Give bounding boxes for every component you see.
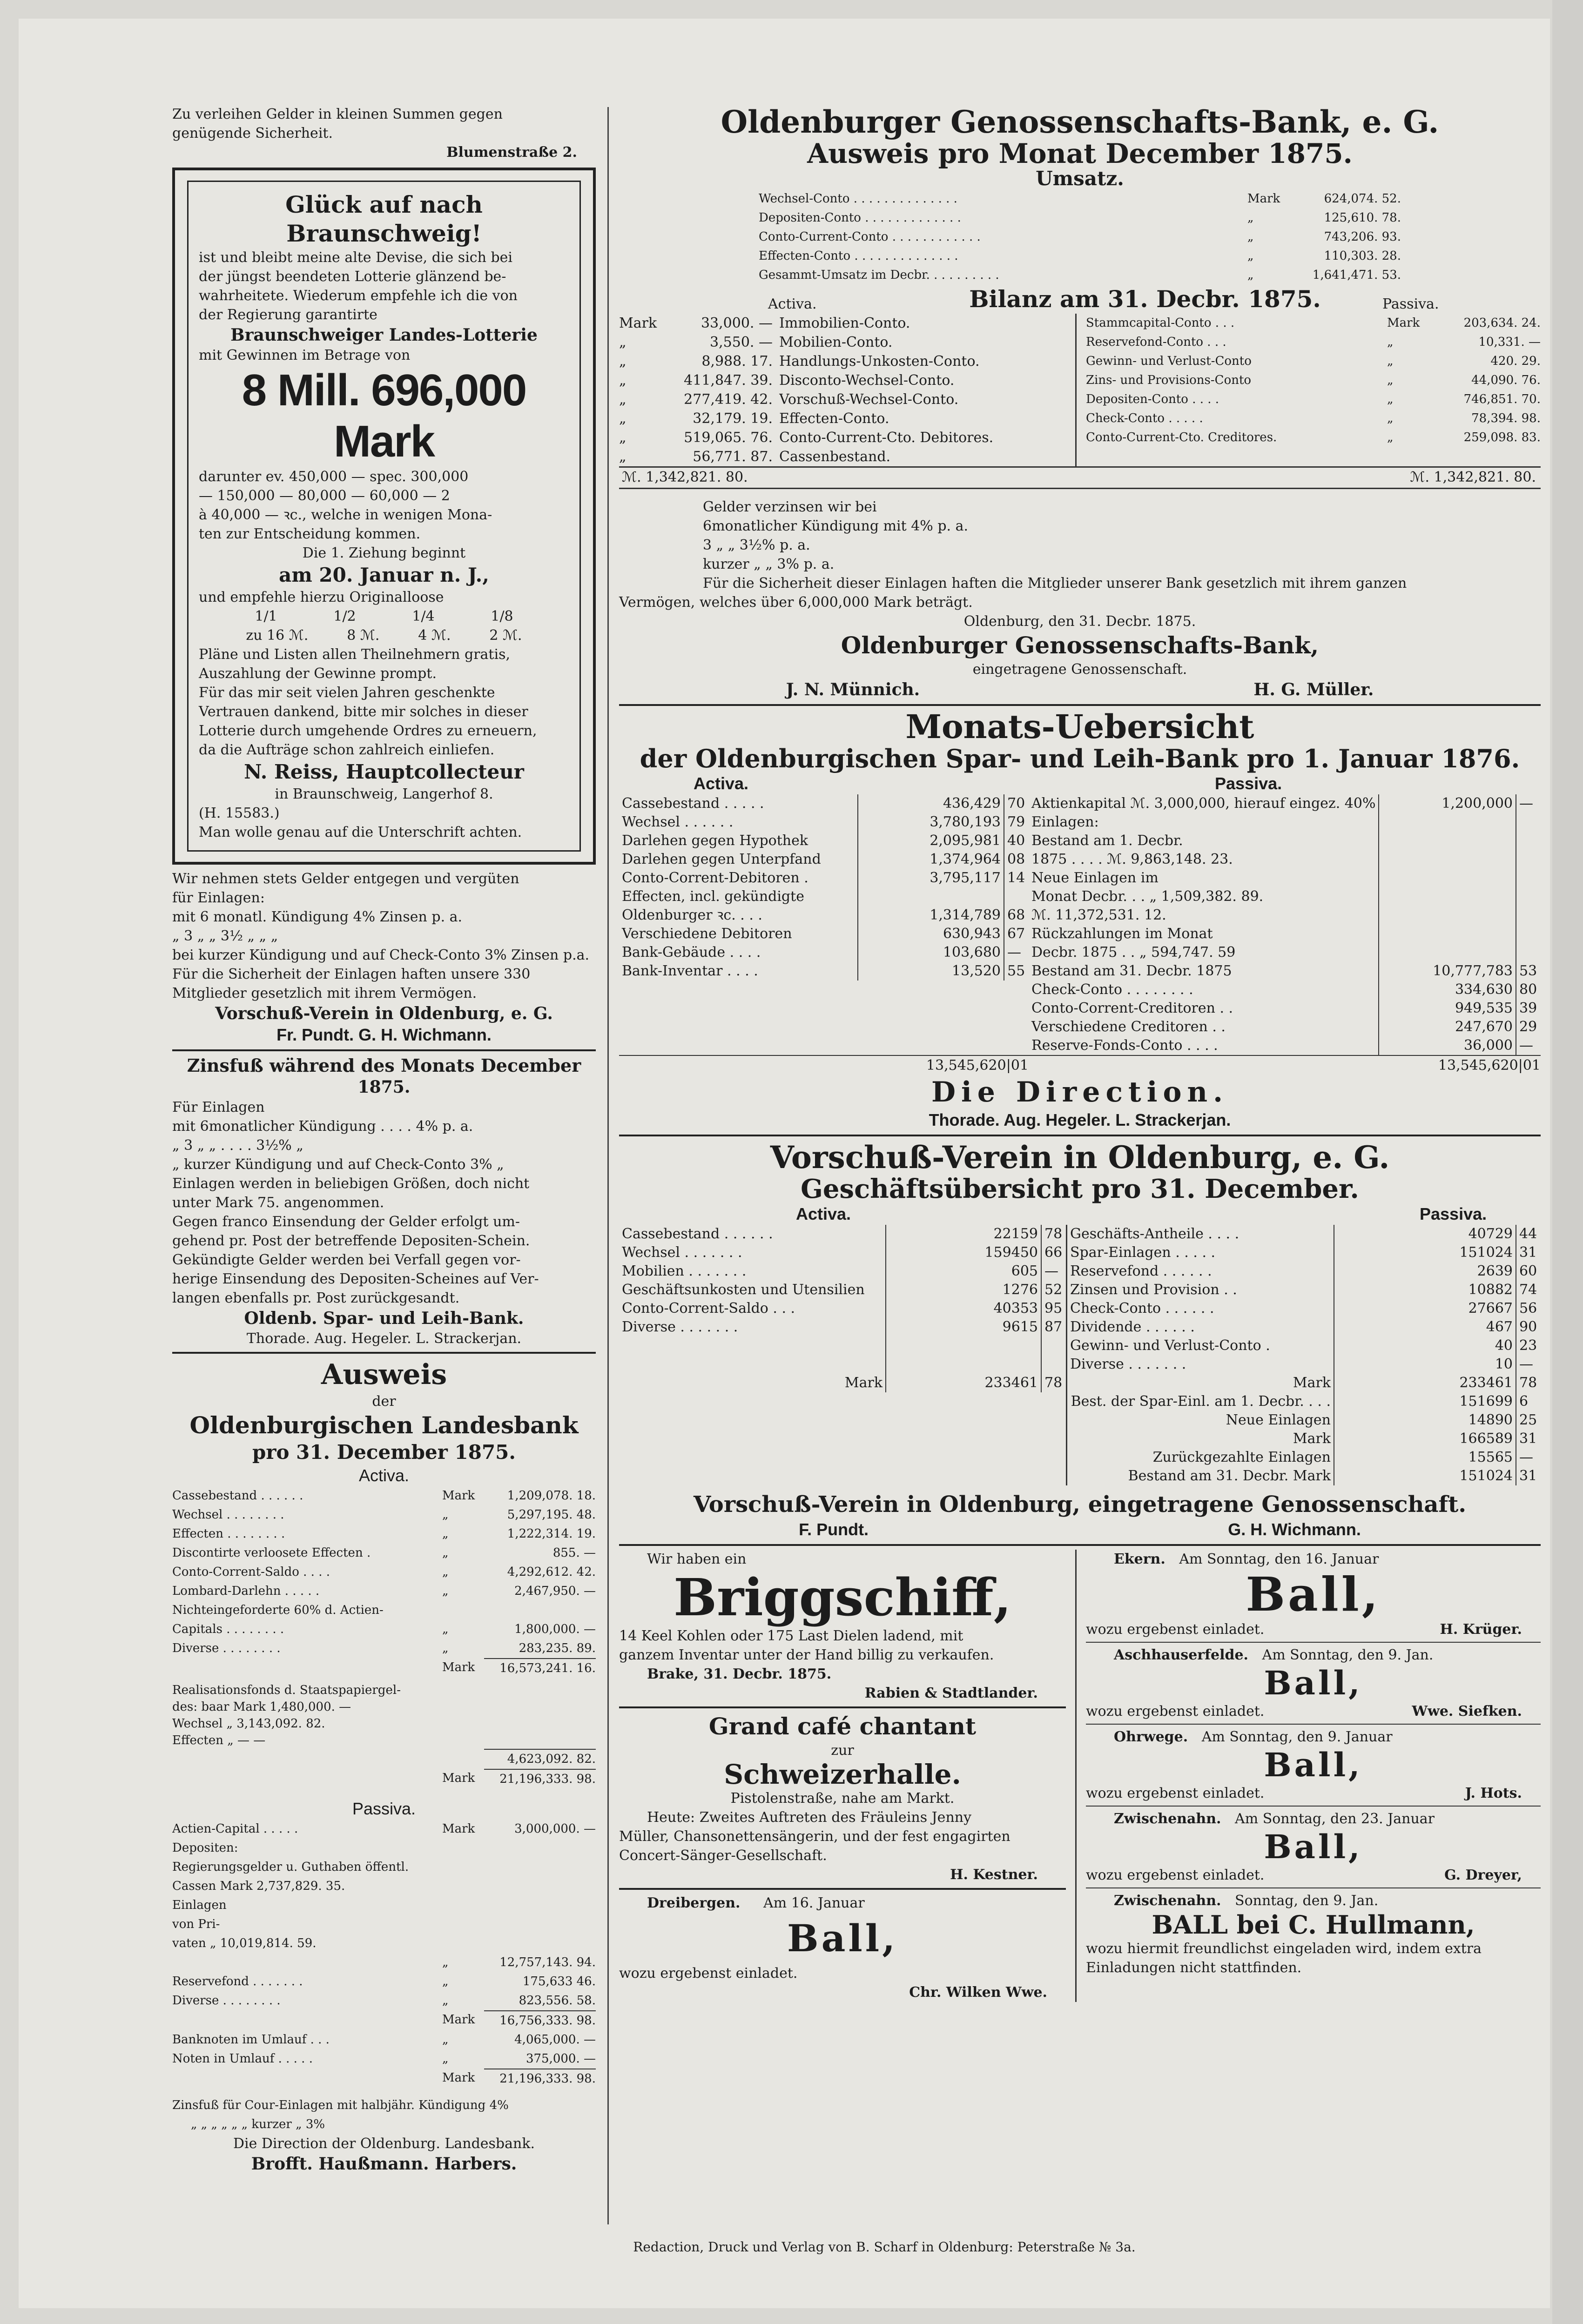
- table-row: „ 8,988. 17. Handlungs-Unkosten-Conto.: [619, 353, 980, 369]
- table-row: „ 56,771. 87. Cassenbestand.: [619, 449, 891, 465]
- table-row: Diverse . . . . . . . . „ 823,556. 58.: [172, 1994, 596, 2008]
- brigg-title: Briggschiff,: [674, 1567, 1011, 1627]
- table-row: Conto-Current-Conto . . . . . . . . . . . . „ 743,206. 93.: [759, 230, 1401, 244]
- table-row: Conto-Corrent-Saldo . . . 40353 95: [619, 1299, 1066, 1318]
- table-row: Mark 33,000. — Immobilien-Conto.: [619, 315, 910, 331]
- table-row: Geschäftsunkosten und Utensilien 1276 52: [619, 1281, 1066, 1299]
- table-row: „ 519,065. 76. Conto-Current-Cto. Debitores.: [619, 430, 994, 446]
- vv-title: Vorschuß-Verein in Oldenburg, e. G.: [770, 1139, 1390, 1175]
- table-row: Conto-Corrent-Saldo . . . . „ 4,292,612. 42.: [172, 1565, 596, 1579]
- ball-ad: Ohrwege. Am Sonntag, den 9. Januar Ball, wozu ergebenst einladet. J. Hots.: [1086, 1727, 1541, 1807]
- table-row: Effecten . . . . . . . . „ 1,222,314. 19.: [172, 1527, 596, 1541]
- table-row: Bestand am 31. Decbr. 1875 10,777,783 53: [1029, 962, 1541, 981]
- table-row: Darlehen gegen Hypothek 2,095,981 40: [619, 832, 1029, 850]
- table-row: ℳ. 11,372,531. 12.: [1029, 906, 1541, 925]
- table-row: Neue Einlagen 14890 25: [1067, 1411, 1541, 1430]
- loan-notice: Zu verleihen Gelder in kleinen Summen gegen genügende Sicherheit. Blumenstraße 2.: [172, 106, 577, 161]
- ball-title: Ball,: [1264, 1664, 1363, 1702]
- cafe-title: Grand café chantant: [708, 1713, 977, 1740]
- zinsfuss-title: Zinsfuß während des Monats December: [187, 1055, 581, 1076]
- table-row: Capitals . . . . . . . . „ 1,800,000. —: [172, 1622, 596, 1636]
- table-row: Rückzahlungen im Monat: [1029, 925, 1541, 943]
- table-row: Diverse . . . . . . . . „ 283,235. 89.: [172, 1641, 596, 1655]
- vorschuss-notice: Wir nehmen stets Gelder entgegen und vergüten für Einlagen: mit 6 monatl. Kündigung 4% Zinsen p. a. „ 3 „ „ 3½ „ „ „ bei kurzer Kündigung und auf Check-Conto 3% Zinsen p.a. Für die Sicherheit der Einlagen haften unsere 330 Mitglieder gesetzlich mit ihrem Vermögen.: [172, 871, 590, 1001]
- table-row: Cassebestand . . . . . 436,429 70: [619, 794, 1029, 813]
- table-row: Diverse . . . . . . . 10 —: [1067, 1355, 1541, 1374]
- genbank-title: Oldenburger Genossenschafts-Bank, e. G.: [721, 104, 1439, 140]
- table-row: Darlehen gegen Unterpfand 1,374,964 08: [619, 850, 1029, 869]
- table-row: Gesammt-Umsatz im Decbr. . . . . . . . . . „ 1,641,471. 53.: [759, 268, 1401, 282]
- table-row: Monat Decbr. . . „ 1,509,382. 89.: [1029, 887, 1541, 906]
- ball-title: Ball,: [1264, 1746, 1363, 1784]
- table-row: Depositen-Conto . . . . „ 746,851. 70.: [1086, 392, 1541, 406]
- table-row: Mobilien . . . . . . . 605 —: [619, 1262, 1066, 1281]
- column-divider: [607, 107, 609, 2224]
- table-row: Verschiedene Creditoren . . 247,670 29: [1029, 1018, 1541, 1036]
- lottery-signature: N. Reiss, Hauptcollecteur: [244, 760, 524, 783]
- table-row: Zurückgezahlte Einlagen 15565 —: [1067, 1448, 1541, 1467]
- lottery-date: am 20. Januar n. J.,: [279, 564, 489, 586]
- landesbank-title: Ausweis: [321, 1358, 447, 1391]
- table-row: vaten „ 10,019,814. 59.: [172, 1936, 317, 1950]
- table-row: Bank-Inventar . . . . 13,520 55: [619, 962, 1029, 981]
- dreibergen-ball: Ball,: [787, 1916, 898, 1960]
- lottery-amount: 8 Mill. 696,000 Mark: [242, 365, 526, 466]
- table-row: Zins- und Provisions-Conto „ 44,090. 76.: [1086, 373, 1541, 387]
- table-row: Check-Conto . . . . . . . . 334,630 80: [1029, 981, 1541, 999]
- ball-title: Ball,: [1264, 1827, 1363, 1866]
- hullmann-ad: Zwischenahn. Sonntag, den 9. Jan. BALL bei C. Hullmann, wozu hiermit freundlichst eingeladen wird, indem extra Einladungen nicht stattfinden.: [1086, 1893, 1482, 1976]
- table-row: Regierungsgelder u. Guthaben öffentl.: [172, 1860, 409, 1874]
- table-row: Check-Conto . . . . . . 27667 56: [1067, 1299, 1541, 1318]
- table-row: Decbr. 1875 . . „ 594,747. 59: [1029, 943, 1541, 962]
- lottery-title: Glück auf nach Braunschweig!: [285, 191, 483, 247]
- ball-ad: Zwischenahn. Am Sonntag, den 23. Januar Ball, wozu ergebenst einladet. G. Dreyer,: [1086, 1809, 1541, 1888]
- table-row: Conto-Corrent-Debitoren . 3,795,117 14: [619, 869, 1029, 887]
- table-row: Discontirte verloosete Effecten . „ 855. —: [172, 1546, 596, 1560]
- table-row: Cassebestand . . . . . . Mark 1,209,078. 18.: [172, 1489, 596, 1503]
- landesbank-activa: [172, 1486, 596, 1658]
- table-row: Zinsen und Provision . . 10882 74: [1067, 1281, 1541, 1299]
- table-row: Wechsel . . . . . . . 159450 66: [619, 1243, 1066, 1262]
- table-row: Einlagen:: [1029, 813, 1541, 832]
- table-row: Reserve-Fonds-Conto . . . . 36,000 —: [1029, 1036, 1541, 1055]
- table-row: Reservefond-Conto . . . „ 10,331. —: [1086, 335, 1541, 349]
- table-row: Gewinn- und Verlust-Conto „ 420. 29.: [1086, 354, 1541, 368]
- imprint: Redaction, Druck und Verlag von B. Scharf in Oldenburg: Peterstraße № 3a.: [633, 2239, 1136, 2255]
- landesbank-name: Oldenburgischen Landesbank: [189, 1411, 579, 1439]
- table-row: Cassen Mark 2,737,829. 35.: [172, 1879, 345, 1893]
- table-row: „ 32,179. 19. Effecten-Conto.: [619, 410, 889, 427]
- table-row: Wechsel . . . . . . . . „ 5,297,195. 48.: [172, 1508, 596, 1522]
- classifieds: Wir haben ein Briggschiff, 14 Keel Kohlen oder 175 Last Dielen ladend, mit ganzem Inventar unter der Hand billig zu verkaufen. Brake, 31. Decbr. 1875. Rabien & Stadtlander. Grand café chantant zur Schweizerhalle. Pistolenstraße, nahe am Markt. Heute: Zweites Auftreten des Fräuleins Jenny Müller, Chansonettensängerin, und der fest engagirten Concert-Sänger-Gesellschaft. H. Kestner. Dreibergen. Am 16. Januar Ball, wozu ergebenst einladet. Chr. Wilken Wwe. Ekern. Am Sonntag, den 16. Januar Ball, wozu ergebenst einladet. H. Krüger. Aschhauserfelde. Am Sonntag, den 9. Jan. Ball, wozu ergebenst einladet. Wwe. Siefken. Ohrwege. Am Sonntag, den 9. Januar Ball, wozu ergebenst einladet. J. Hots. Zwischenahn. Am Sonntag, den 23. Januar Ball, wozu ergebenst einladet. G. Dreyer, Zwischenahn. Sonntag, den 9. Jan. BALL bei C. Hullmann, wozu hiermit freundlichst eingeladen wird, indem extra Einladungen nicht stattfinden.: [619, 1550, 1541, 2002]
- spar-title: Monats-Uebersicht: [905, 707, 1254, 746]
- table-row: Gewinn- und Verlust-Conto . 40 23: [1067, 1337, 1541, 1355]
- table-row: Banknoten im Umlauf . . . „ 4,065,000. —: [172, 2033, 596, 2047]
- table-row: „ 411,847. 39. Disconto-Wechsel-Conto.: [619, 372, 955, 389]
- table-row: Effecten, incl. gekündigte: [619, 887, 1029, 906]
- table-row: von Pri-: [172, 1917, 220, 1931]
- table-row: Reservefond . . . . . . . „ 175,633 46.: [172, 1975, 596, 1988]
- table-row: „ 3,550. — Mobilien-Conto.: [619, 334, 893, 350]
- table-row: Oldenburger ꝛc. . . . 1,314,789 68: [619, 906, 1029, 925]
- table-row: Spar-Einlagen . . . . . 151024 31: [1067, 1243, 1541, 1262]
- lottery-prices: zu 16 ℳ. 8 ℳ. 4 ℳ. 2 ℳ.: [246, 627, 522, 644]
- table-row: 1875 . . . . ℳ. 9,863,148. 23.: [1029, 850, 1541, 869]
- table-row: Verschiedene Debitoren 630,943 67: [619, 925, 1029, 943]
- table-row: Bestand am 1. Decbr.: [1029, 832, 1541, 850]
- table-row: Effecten-Conto . . . . . . . . . . . . . . „ 110,303. 28.: [759, 249, 1401, 263]
- table-row: Neue Einlagen im: [1029, 869, 1541, 887]
- table-row: Geschäfts-Antheile . . . . 40729 44: [1067, 1225, 1541, 1243]
- table-row: Noten in Umlauf . . . . . „ 375,000. —: [172, 2052, 596, 2066]
- table-row: Reservefond . . . . . . 2639 60: [1067, 1262, 1541, 1281]
- table-row: Dividende . . . . . . 467 90: [1067, 1318, 1541, 1337]
- page-edge: [1552, 0, 1583, 2324]
- table-row: Cassebestand . . . . . . 22159 78: [619, 1225, 1066, 1243]
- lottery-ad: Glück auf nach Braunschweig! ist und bleibt meine alte Devise, die sich bei der jüngst beendeten Lotterie glänzend be- wahrheitete. Wiederum empfehle ich die von der Regierung garantirte Braunschweiger Landes-Lotterie mit Gewinnen im Betrage von 8 Mill. 696,000 Mark darunter ev. 450,000 — spec. 300,000 — 150,000 — 80,000 — 60,000 — 2 à 40,000 — ꝛc., welche in wenigen Mona- ten zur Entscheidung kommen. Die 1. Ziehung beginnt am 20. Januar n. J., und empfehle hierzu Originalloose 1/1 1/2 1/4 1/8 zu 16 ℳ. 8 ℳ. 4 ℳ. 2 ℳ. Pläne und Listen allen Theilnehmern gratis, Auszahlung der Gewinne prompt. Für das mir seit vielen Jahren geschenkte Vertrauen dankend, bitte mir solches in dieser Lotterie durch umgehende Ordres zu erneuern, da die Aufträge schon zahlreich einliefen. N. Reiss, Hauptcollecteur in Braunschweig, Langerhof 8. (H. 15583.) Man wolle genau auf die Unterschrift achten.: [172, 168, 596, 865]
- table-row: Bank-Gebäude . . . . 103,680 —: [619, 943, 1029, 962]
- table-row: Conto-Corrent-Creditoren . . 949,535 39: [1029, 999, 1541, 1018]
- spar-table: [619, 794, 1541, 1055]
- lottery-fractions: 1/1 1/2 1/4 1/8: [255, 608, 513, 625]
- table-row: Actien-Capital . . . . . Mark 3,000,000. —: [172, 1822, 596, 1836]
- table-row: Nichteingeforderte 60% d. Actien-: [172, 1603, 384, 1617]
- table-row: Conto-Current-Cto. Creditores. „ 259,098. 83.: [1086, 430, 1541, 444]
- table-row: Lombard-Darlehn . . . . . „ 2,467,950. —: [172, 1584, 596, 1598]
- landesbank-passiva: [172, 1820, 596, 2010]
- table-row: Mark 166589 31: [1067, 1430, 1541, 1448]
- table-row: Wechsel-Conto . . . . . . . . . . . . . . Mark 624,074. 52.: [759, 192, 1401, 206]
- table-row: Check-Conto . . . . . „ 78,394. 98.: [1086, 411, 1541, 425]
- table-row: Diverse . . . . . . . 9615 87: [619, 1318, 1066, 1337]
- table-row: Best. der Spar-Einl. am 1. Decbr. . . . 151699 6: [1067, 1392, 1541, 1411]
- ball-title: Ball,: [1246, 1567, 1381, 1622]
- table-row: Aktienkapital ℳ. 3,000,000, hierauf eingez. 40% 1,200,000 —: [1029, 794, 1541, 813]
- table-row: Depositen-Conto . . . . . . . . . . . . . „ 125,610. 78.: [759, 211, 1401, 225]
- right-column: Oldenburger Genossenschafts-Bank, e. G. Ausweis pro Monat December 1875. Umsatz. Wechsel-Conto . . . . . . . . . . . . . . Mark 624,074. 52. Depositen-Conto . . . . . . . . . . . . . „ 125,610. 78. Conto-Current-Conto . . . . . . . . . . . . „ 743,206. 93. Effecten-Conto . . . . . . . . . . . . . . „ 110,303. 28. Gesammt-Umsatz im Decbr. . . . . . . . . . „ 1,641,471. 53. Activa. Bilanz am 31. Decbr. 1875. Passiva. Mark 33,000. — Immobilien-Conto. „ 3,550. — Mobilien-Conto. „ 8,988. 17. Handlungs-Unkosten-Conto. „ 411,847. 39. Disconto-Wechsel-Conto. „ 277,419. 42. Vorschuß-Wechsel-Conto. „ 32,179. 19. Effecten-Conto. „ 519,065. 76. Conto-Current-Cto. Debitores. „ 56,771. 87. Cassenbestand. Stammcapital-Conto . . . Mark 203,634. 24. Reservefond-Conto . . . „ 10,331. — Gewinn- und Verlust-Conto „ 420. 29. Zins- und Provisions-Conto „ 44,090. 76. Depositen-Conto . . . . „ 746,851. 70. Check-Conto . . . . . „ 78,394. 98. Conto-Current-Cto. Creditores. „ 259,098. 83. ℳ. 1,342,821. 80. ℳ. 1,342,821. 80. Gelder verzinsen wir bei 6monatlicher Kündigung mit 4% p. a. 3 „ „ 3½% p. a. kurzer „ „ 3% p. a. Für die Sicherheit dieser Einlagen haften die Mitglieder unserer Bank gesetzlich mit ihrem ganzen Vermögen, welches über 6,000,000 Mark beträgt. Oldenburg, den 31. Decbr. 1875. Oldenburger Genossenschafts-Bank, eingetragene Genossenschaft. J. N. Münnich. H. G. Müller. Monats-Uebersicht der Oldenburgischen Spar- und Leih-Bank pro 1. Januar 1876. Activa. Passiva. Cassebestand . . . . . 436,429 70 Wechsel . . . . . . 3,780,193 79 Darlehen gegen Hypothek 2,095,981 40 Darlehen gegen Unterpfand 1,374,964 08 Conto-Corrent-Debitoren . 3,795,117 14 Effecten, incl. gekündigte Oldenburger ꝛc. . . . 1,314,789 68 Verschiedene Debitoren 630,943 67 Bank-Gebäude . . . . 103,680 — Bank-Inventar . . . . 13,520 55 Aktienkapital ℳ. 3,000,000, hierauf eingez. 40% 1,200,000 — Einlagen: Bestand am 1. Decbr. 1875 . . . . ℳ. 9,863,148. 23. Neue Einlagen im Monat Decbr. . . „ 1,509,382. 89. ℳ. 11,372,531. 12. Rückzahlungen im Monat Decbr. 1875 . . „ 594,747. 59 Bestand am 31. Decbr. 1875 10,777,783 53 Check-Conto . . . . . . . . 334,630 80 Conto-Corrent-Creditoren . . 949,535 39 Verschiedene Creditoren . . 247,670 29 Reserve-Fonds-Conto . . . . 36,000 — 13,545,620|01 13,545,620|01 Die Direction. Thorade. Aug. Hegeler. L. Strackerjan. Vorschuß-Verein in Oldenburg, e. G. Geschäftsübersicht pro 31. December. Activa. Passiva. Cassebestand . . . . . . 22159 78 Wechsel . . . . . . . 159450 66 Mobilien . . . . . . . 605 — Geschäftsunkosten und Utensilien 1276 52 Conto-Corrent-Saldo . . . 40353 95 Diverse . . . . . . . 9615 87 Mark 233461 78 Geschäfts-Antheile . . . . 40729 44 Spar-Einlagen . . . . . 151024 31 Reservefond . . . . . . 2639 60 Zinsen und Provision . . 10882 74 Check-Conto . . . . . . 27667 56 Dividende . . . . . . 467 90 Gewinn- und Verlust-Conto . 40 23 Diverse . . . . . . . 10 — Mark 233461 78 Best. der Spar-Einl. am 1. Decbr. . . . 151699 6 Neue Einlagen 14890 25 Mark 166589 31 Zurückgezahlte Einlagen 15565 — Bestand am 31. Decbr. Mark 151024 31 Vorschuß-Verein in Oldenburg, eingetragene Genossenschaft. F. Pundt. G. H. Wichmann. Wir haben ein Briggschiff, 14 Keel Kohlen oder 175 Last Dielen ladend, mit ganzem Inventar unter der Hand billig zu verkaufen. Brake, 31. Decbr. 1875. Rabien & Stadtlander. Grand café chantant zur Schweizerhalle. Pistolenstraße, nahe am Markt. Heute: Zweites Auftreten des Fräuleins Jenny Müller, Chansonettensängerin, und der fest engagirten Concert-Sänger-Gesellschaft. H. Kestner. Dreibergen. Am 16. Januar Ball, wozu ergebenst einladet. Chr. Wilken Wwe. Ekern. Am Sonntag, den 16. Januar Ball, wozu ergebenst einladet. H. Krüger. Aschhauserfelde. Am Sonntag, den 9. Jan. Ball, wozu ergebenst einladet. Wwe. Siefken. Ohrwege. Am Sonntag, den 9. Januar Ball, wozu ergebenst einladet. J. Hots. Zwischenahn. Am Sonntag, den 23. Januar Ball, wozu ergebenst einladet. G. Dreyer, Zwischenahn. Sonntag, den 9. Jan. BALL bei C. Hullmann, wozu hiermit freundlichst eingeladen wird, indem extra Einladungen nicht stattfinden.: [619, 105, 1541, 2002]
- table-row: „ 277,419. 42. Vorschuß-Wechsel-Conto.: [619, 391, 959, 408]
- lottery-name: Braunschweiger Landes-Lotterie: [230, 325, 538, 345]
- table-row: Depositen:: [172, 1841, 238, 1855]
- ball-ad: Aschhauserfelde. Am Sonntag, den 9. Jan. Ball, wozu ergebenst einladet. Wwe. Siefken.: [1086, 1646, 1541, 1725]
- table-row: „ 12,757,143. 94.: [442, 1955, 596, 1969]
- table-row: Einlagen: [172, 1898, 227, 1912]
- genbank-bilanz: [619, 314, 1541, 468]
- genbank-umsatz: [619, 189, 1541, 285]
- table-row: Stammcapital-Conto . . . Mark 203,634. 24.: [1086, 316, 1541, 330]
- left-column: Zu verleihen Gelder in kleinen Summen gegen genügende Sicherheit. Blumenstraße 2. Glück auf nach Braunschweig! ist und bleibt meine alte Devise, die sich bei der jüngst beendeten Lotterie glänzend be- wahrheitete. Wiederum empfehle ich die von der Regierung garantirte Braunschweiger Landes-Lotterie mit Gewinnen im Betrage von 8 Mill. 696,000 Mark darunter ev. 450,000 — spec. 300,000 — 150,000 — 80,000 — 60,000 — 2 à 40,000 — ꝛc., welche in wenigen Mona- ten zur Entscheidung kommen. Die 1. Ziehung beginnt am 20. Januar n. J., und empfehle hierzu Originalloose 1/1 1/2 1/4 1/8 zu 16 ℳ. 8 ℳ. 4 ℳ. 2 ℳ. Pläne und Listen allen Theilnehmern gratis, Auszahlung der Gewinne prompt. Für das mir seit vielen Jahren geschenkte Vertrauen dankend, bitte mir solches in dieser Lotterie durch umgehende Ordres zu erneuern, da die Aufträge schon zahlreich einliefen. N. Reiss, Hauptcollecteur in Braunschweig, Langerhof 8. (H. 15583.) Man wolle genau auf die Unterschrift achten. Wir nehmen stets Gelder entgegen und vergüten für Einlagen: mit 6 monatl. Kündigung 4% Zinsen p. a. „ 3 „ „ 3½ „ „ „ bei kurzer Kündigung und auf Check-Conto 3% Zinsen p.a. Für die Sicherheit der Einlagen haften unsere 330 Mitglieder gesetzlich mit ihrem Vermögen. Vorschuß-Verein in Oldenburg, e. G. Fr. Pundt. G. H. Wichmann. Zinsfuß während des Monats December 1875. Für Einlagen mit 6monatlicher Kündigung . . . . 4% p. a. „ 3 „ „ . . . . 3½% „ „ kurzer Kündigung und auf Check-Conto 3% „ Einlagen werden in beliebigen Größen, doch nicht unter Mark 75. angenommen. Gegen franco Einsendung der Gelder erfolgt um- gehend pr. Post der betreffende Depositen-Schein. Gekündigte Gelder werden bei Verfall gegen vor- herige Einsendung des Depositen-Scheines auf Ver- langen ebenfalls pr. Post zurückgesandt. Oldenb. Spar- und Leih-Bank. Thorade. Aug. Hegeler. L. Strackerjan. Ausweis der Oldenburgischen Landesbank pro 31. December 1875. Activa. Cassebestand . . . . . . Mark 1,209,078. 18. Wechsel . . . . . . . . „ 5,297,195. 48. Effecten . . . . . . . . „ 1,222,314. 19. Discontirte verloosete Effecten . „ 855. — Conto-Corrent-Saldo . . . . „ 4,292,612. 42. Lombard-Darlehn . . . . . „ 2,467,950. — Nichteingeforderte 60% d. Actien- Capitals . . . . . . . . „ 1,800,000. — Diverse . . . . . . . . „ 283,235. 89. Mark 16,573,241. 16. Realisationsfonds d. Staatspapiergel- des: baar Mark 1,480,000. — Wechsel „ 3,143,092. 82. Effecten „ — — 4,623,092. 82. Mark 21,196,333. 98. Passiva. Actien-Capital . . . . . Mark 3,000,000. — Depositen: Regierungsgelder u. Guthaben öffentl. Cassen Mark 2,737,829. 35. Einlagen von Pri- vaten „ 10,019,814. 59. „ 12,757,143. 94. Reservefond . . . . . . . „ 175,633 46. Diverse . . . . . . . . „ 823,556. 58. Mark 16,756,333. 98. Banknoten im Umlauf . . . „ 4,065,000. — Noten in Umlauf . . . . . „ 375,000. — Mark 21,196,333. 98. Zinsfuß für Cour-Einlagen mit halbjähr. Kündigung 4% „ „ „ „ „ „ kurzer „ 3% Die Direction der Oldenburg. Landesbank. Brofft. Haußmann. Harbers.: [172, 105, 596, 2175]
- table-row: Wechsel . . . . . . 3,780,193 79: [619, 813, 1029, 832]
- vv-table: Cassebestand . . . . . . 22159 78 Wechsel . . . . . . . 159450 66 Mobilien . . . . . . . 605 — Geschäftsunkosten und Utensilien 1276 52 Conto-Corrent-Saldo . . . 40353 95 Diverse . . . . . . . 9615 87 Mark 233461 78 Geschäfts-Antheile . . . . 40729 44 Spar-Einlagen . . . . . 151024 31 Reservefond . . . . . . 2639 60 Zinsen und Provision . . 10882 74 Check-Conto . . . . . . 27667 56 Dividende . . . . . . 467 90 Gewinn- und Verlust-Conto . 40 23 Diverse . . . . . . . 10 — Mark 233461 78 Best. der Spar-Einl. am 1. Decbr. . . . 151699 6 Neue Einlagen 14890 25 Mark 166589 31 Zurückgezahlte Einlagen 15565 — Bestand am 31. Decbr. Mark 151024 31: [619, 1225, 1541, 1485]
- table-row: Bestand am 31. Decbr. Mark 151024 31: [1067, 1467, 1541, 1485]
- ball-ad: Ekern. Am Sonntag, den 16. Januar Ball, wozu ergebenst einladet. H. Krüger.: [1086, 1550, 1541, 1643]
